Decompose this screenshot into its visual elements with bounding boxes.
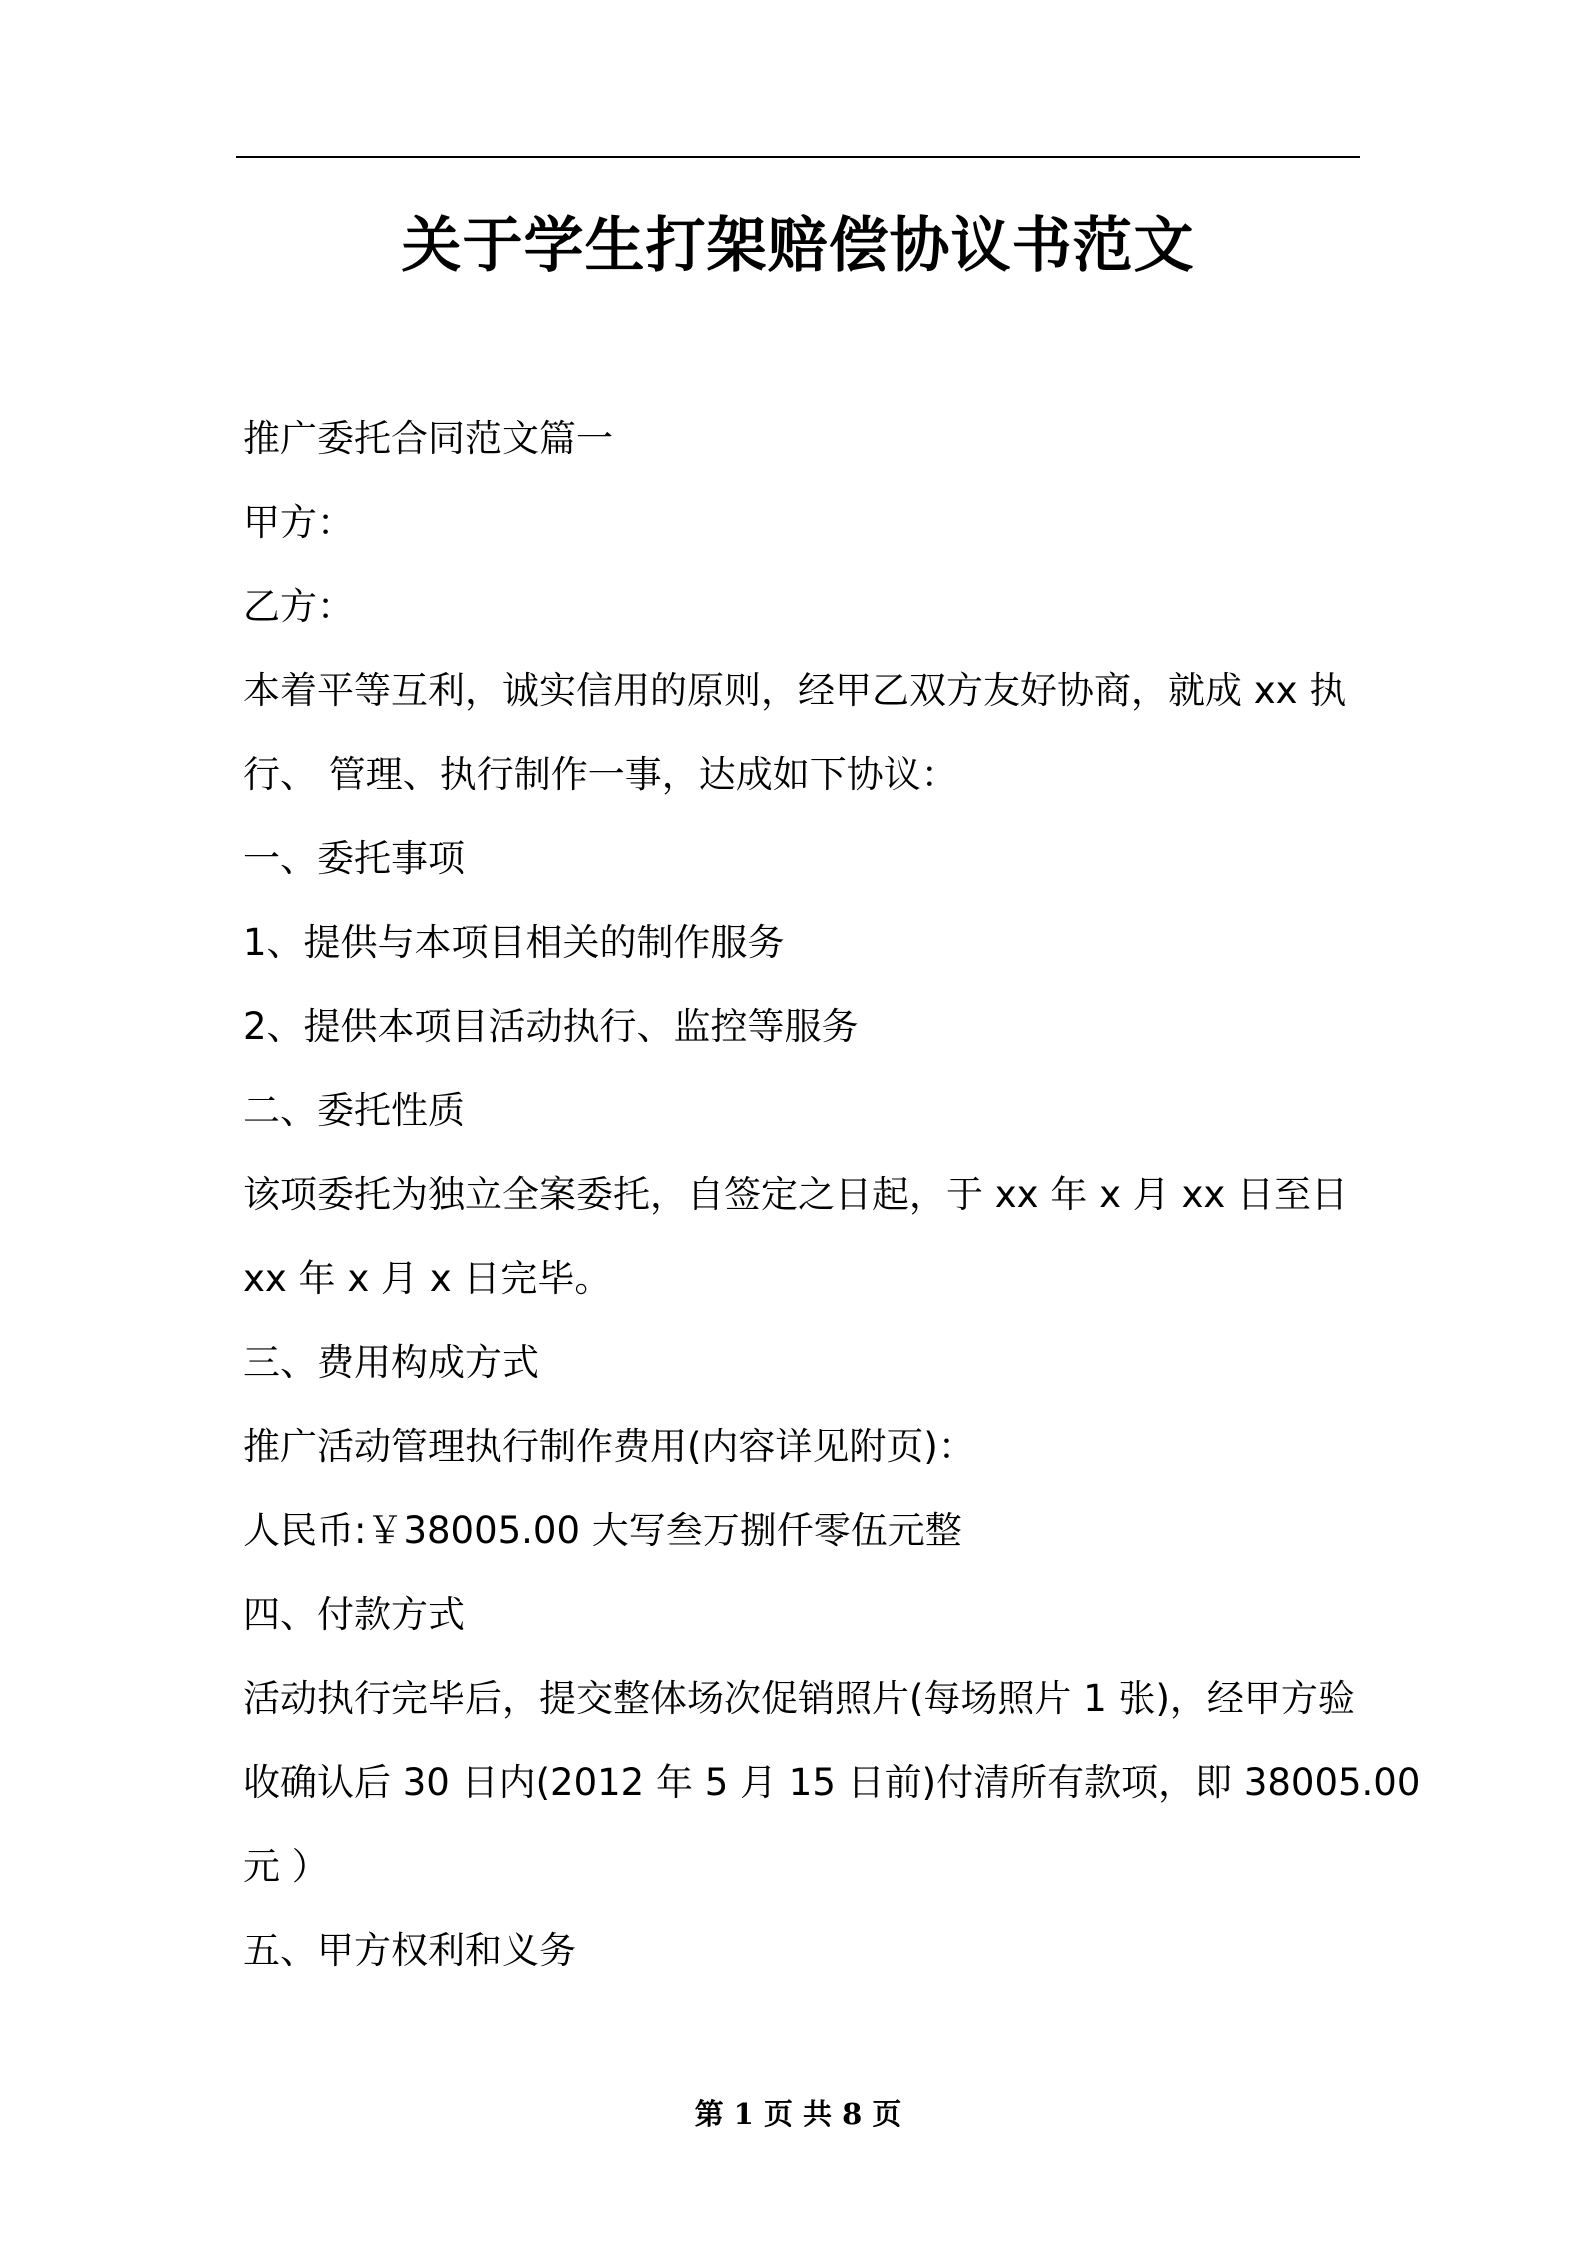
body-line: 活动执行完毕后，提交整体场次促销照片(每场照片 1 张)，经甲方验	[243, 1677, 1355, 1720]
body-line: 元 ）	[243, 1845, 329, 1888]
section-heading: 四、付款方式	[243, 1593, 465, 1636]
body-line: 本着平等互利，诚实信用的原则，经甲乙双方友好协商，就成 xx 执	[243, 669, 1347, 712]
body-line: 1、提供与本项目相关的制作服务	[243, 921, 785, 964]
section-heading: 五、甲方权利和义务	[243, 1929, 576, 1972]
body-line: 2、提供本项目活动执行、监控等服务	[243, 1005, 859, 1048]
body-line: 甲方：	[243, 501, 354, 544]
header-rule	[236, 156, 1360, 158]
section-heading: 三、费用构成方式	[243, 1341, 539, 1384]
body-line: 该项委托为独立全案委托，自签定之日起，于 xx 年 x 月 xx 日至日	[243, 1173, 1349, 1216]
body-line: 人民币:￥38005.00 大写叁万捌仟零伍元整	[243, 1509, 962, 1552]
body-line: 收确认后 30 日内(2012 年 5 月 15 日前)付清所有款项，即 38005.00	[243, 1761, 1421, 1804]
body-line: 乙方：	[243, 585, 354, 628]
document-body	[243, 397, 1421, 1993]
body-line: 行、 管理、执行制作一事，达成如下协议：	[243, 753, 958, 796]
body-line: 推广活动管理执行制作费用(内容详见附页)：	[243, 1425, 975, 1468]
body-line: xx 年 x 月 x 日完毕。	[243, 1257, 612, 1300]
page-number: 第 1 页 共 8 页	[694, 2097, 902, 2131]
section-heading: 二、委托性质	[243, 1089, 465, 1132]
body-line: 推广委托合同范文篇一	[243, 417, 613, 460]
document-title: 关于学生打架赔偿协议书范文	[401, 211, 1195, 281]
section-heading: 一、委托事项	[243, 837, 465, 880]
